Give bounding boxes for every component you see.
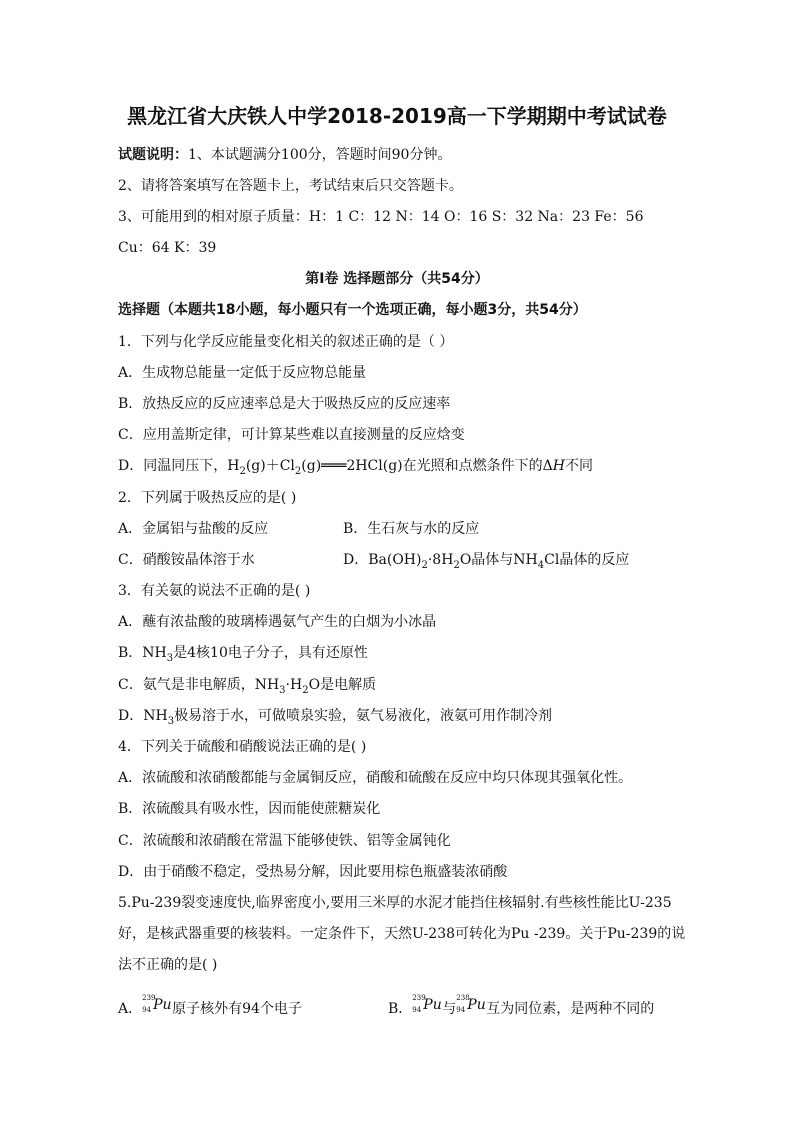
question-3-option-b: B．$NH_3$是4核10电子分子，具有还原性 bbox=[118, 645, 368, 664]
question-5-stem-line-2: 好，是核武器重要的核装料。一定条件下，天然U-238可转化为Pu -239。关于Pu-239的说 bbox=[118, 926, 686, 942]
question-5-stem-line-1: 5.Pu-239裂变速度快,临界密度小,要用三米厚的水泥才能挡住核辐射.有些核性能比U-235 bbox=[118, 895, 672, 911]
question-4-option-a: A．浓硫酸和浓硝酸都能与金属铜反应，硝酸和硫酸在反应中均只体现其强氧化性。 bbox=[118, 770, 633, 786]
question-4-stem: 4．下列关于硫酸和硝酸说法正确的是( ) bbox=[118, 739, 367, 755]
question-1-option-b: B．放热反应的反应速率总是大于吸热反应的反应速率 bbox=[118, 396, 451, 412]
question-1-option-c: C．应用盖斯定律，可计算某些难以直接测量的反应焓变 bbox=[118, 427, 465, 443]
exam-title: 黑龙江省大庆铁人中学2018-2019高一下学期期中考试试卷 bbox=[127, 104, 667, 128]
question-4-option-c: C．浓硫酸和浓硝酸在常温下能够使铁、铝等金属钝化 bbox=[118, 833, 451, 849]
question-2-option-a: A．金属铝与盐酸的反应 bbox=[118, 521, 269, 537]
question-3-option-d: D．$NH_3$极易溶于水，可做喷泉实验，氨气易液化，液氨可用作制冷剂 bbox=[118, 708, 553, 727]
question-3-stem: 3．有关氨的说法不正确的是( ) bbox=[118, 583, 311, 599]
question-4-option-d: D．由于硝酸不稳定，受热易分解，因此要用棕色瓶盛装浓硝酸 bbox=[118, 864, 508, 880]
pu-238-nuclide: 238 94 Pu bbox=[456, 994, 486, 1014]
question-5-stem-line-3: 法不正确的是( ) bbox=[118, 957, 218, 973]
section-title: 第Ⅰ卷 选择题部分（共54分） bbox=[305, 271, 489, 287]
question-2-option-d: D．$Ba(OH)_2\cdot 8H_2O$晶体与$NH_4Cl$晶体的反应 bbox=[343, 552, 630, 571]
question-3-option-a: A．蘸有浓盐酸的玻璃棒遇氨气产生的白烟为小冰晶 bbox=[118, 614, 437, 630]
question-2-option-c: C．硝酸铵晶体溶于水 bbox=[118, 552, 255, 568]
instruction-line-2: 2、请将答案填写在答题卡上，考试结束后只交答题卡。 bbox=[118, 178, 463, 194]
instruction-line-4: Cu：64 K：39 bbox=[118, 240, 217, 256]
instruction-line-1: 试题说明：1、本试题满分100分，答题时间90分钟。 bbox=[118, 147, 452, 163]
instruction-line-3: 3、可能用到的相对原子质量：H：1 C：12 N：14 O：16 S：32 Na：23 Fe：56 bbox=[118, 209, 644, 225]
pu-239-nuclide: 239 94 Pu bbox=[412, 994, 442, 1014]
instruction-label: 试题说明： bbox=[118, 147, 188, 163]
question-2-stem: 2．下列属于吸热反应的是( ) bbox=[118, 490, 297, 506]
question-5-option-b: B． 239 94 Pu 与 238 94 Pu 互为同位素，是两种不同的 bbox=[388, 994, 655, 1017]
question-1-option-a: A．生成物总能量一定低于反应物总能量 bbox=[118, 365, 367, 381]
question-3-option-c: C．氨气是非电解质，$NH_3\cdot H_2O$是电解质 bbox=[118, 677, 377, 696]
question-1-option-d: D．同温同压下，$H_2(g)+Cl_2(g)═══2HCl(g)$在光照和点燃条件下的ΔH不同 bbox=[118, 458, 593, 477]
question-4-option-b: B．浓硫酸具有吸水性，因而能使蔗糖炭化 bbox=[118, 801, 381, 817]
question-2-option-b: B．生石灰与水的反应 bbox=[343, 521, 480, 537]
pu-239-nuclide: 239 94 Pu bbox=[142, 994, 172, 1014]
question-5-option-a: A． 239 94 Pu 原子核外有94个电子 bbox=[118, 994, 302, 1017]
question-1-stem: 1．下列与化学反应能量变化相关的叙述正确的是（ ） bbox=[118, 334, 454, 350]
section-description: 选择题（本题共18小题，每小题只有一个选项正确，每小题3分，共54分） bbox=[118, 302, 587, 318]
